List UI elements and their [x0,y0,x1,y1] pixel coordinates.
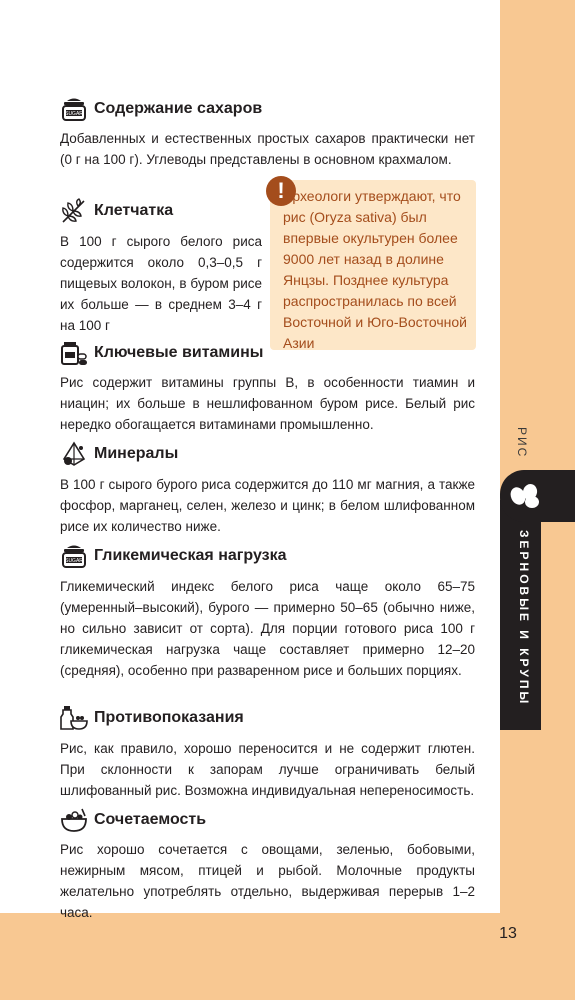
sugar-jar-icon [60,96,88,122]
section-title: Сочетаемость [94,811,207,828]
vitamin-jar-icon [60,340,88,366]
section-title: Минералы [94,445,179,462]
section-fiber-heading [60,198,173,224]
section-vitamins-heading [60,340,263,366]
section-glycemic-heading [60,543,287,569]
page-number: 13 [499,925,517,942]
rice-grains-icon [508,482,544,510]
section-sugars-heading [60,96,262,122]
section-title: Противопоказания [94,709,244,726]
section-title: Клетчатка [94,202,174,219]
chapter-label: ЗЕРНОВЫЕ И КРУПЫ [517,530,531,707]
sugar-jar-icon [60,543,88,569]
category-label: РИС [515,427,529,459]
wheat-icon [60,198,88,224]
minerals-icon [60,441,88,467]
fact-callout-text: Археологи утверждают, что рис (Oryza sativa) был впервые окультурен более 9000 лет назад в долине Янцзы. Позднее культура распространилась по всей Восточной и Юго-Восточной Азии [283,188,467,351]
section-glycemic-text: Гликемический индекс белого риса чаще около 65–75 (умеренный–высокий), бурого — примерно 50–65 (обычно ниже, но сильно зависит от сорта). Для порции готового риса 100 г гликемическая нагрузка чаще составляет примерно 12–20 (средняя), особенно при разваренном рисе и больших порциях. [60,579,475,678]
exclamation-icon: ! [266,176,296,206]
section-title: Ключевые витамины [94,344,264,361]
section-vitamins-text: Рис содержит витамины группы B, в особенности тиамин и ниацин; их больше в нешлифованном буром рисе. Белый рис нередко обогащается витаминами промышленно. [60,375,475,432]
chapter-tab [500,470,575,522]
section-title: Гликемическая нагрузка [94,547,287,564]
section-contra-heading [60,705,244,731]
bottle-bowl-icon [60,705,88,731]
section-combo-text: Рис хорошо сочетается с овощами, зеленью, бобовыми, нежирным мясом, птицей и рыбой. Молочные продукты желательно употреблять отдельно, выдерживая перерыв 1–2 часа. [60,842,475,920]
section-title: Содержание сахаров [94,100,263,117]
section-sugars-text: Добавленных и естественных простых сахаров практически нет (0 г на 100 г). Углеводы представлены в основном крахмалом. [60,131,475,167]
section-fiber-text: В 100 г сырого белого риса содержится около 0,3–0,5 г пищевых волокон, в буром рисе их больше — в среднем 3–4 г на 100 г [60,234,262,333]
svg-text:SUGAR: SUGAR [65,111,83,117]
bowl-icon [60,807,88,833]
svg-text:SUGAR: SUGAR [65,558,83,564]
section-minerals-text: В 100 г сырого бурого риса содержится до 110 мг магния, а также фосфор, марганец, селен, железо и цинк; в белом шлифованном рисе их количество ниже. [60,477,475,534]
section-contra-text: Рис, как правило, хорошо переносится и не содержит глютен. При склонности к запорам лучше ограничивать белый шлифованный рис. Возможна индивидуальная непереносимость. [60,741,475,798]
bottom-band [0,913,500,1000]
section-minerals-heading [60,441,178,467]
section-combo-heading [60,807,206,833]
